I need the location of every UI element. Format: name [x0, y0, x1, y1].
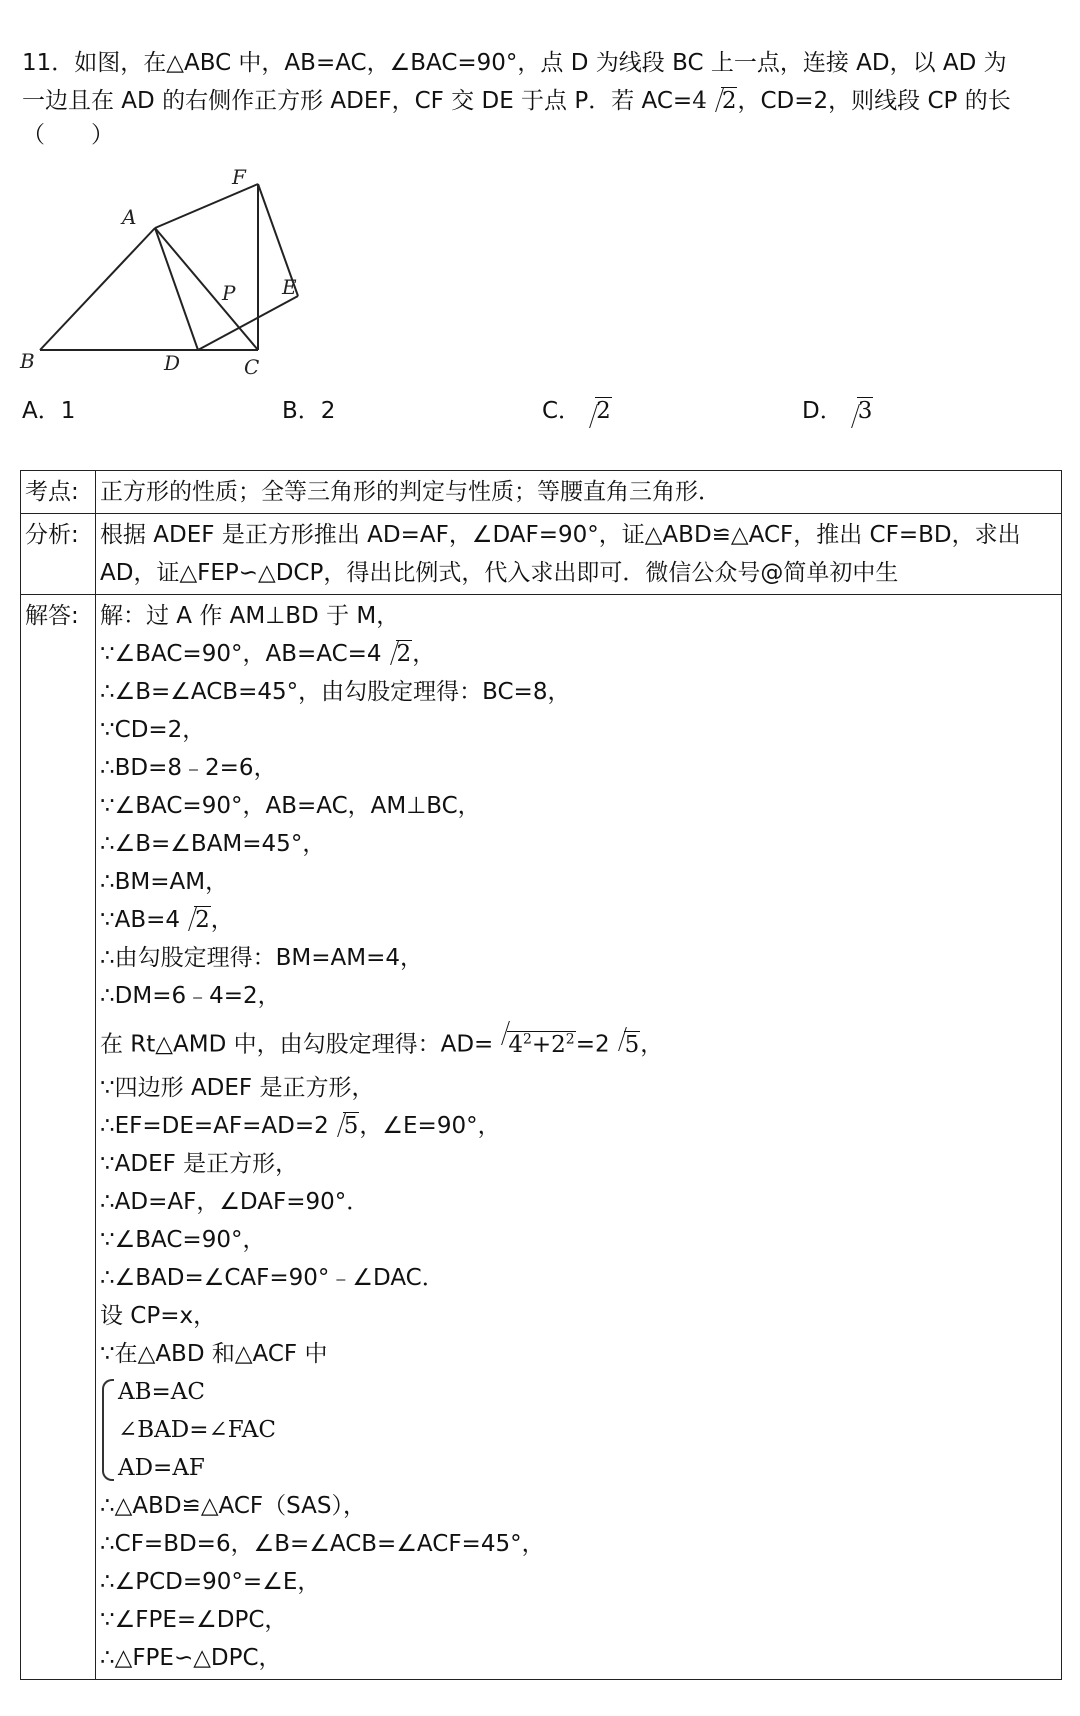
option-d[interactable] — [802, 392, 873, 425]
solution-line: ∴∠PCD=90°=∠E， — [100, 1568, 321, 1595]
solution-radicand: 5 — [624, 1031, 640, 1058]
question-line-2-post: ，CD=2，则线段 CP 的长 — [737, 88, 1011, 114]
solution-line: ∴△FPE∽△DPC， — [100, 1644, 282, 1671]
option-c-radicand: 2 — [596, 398, 611, 424]
equation-row: AD=AF — [118, 1454, 205, 1481]
segment-ab — [40, 228, 155, 350]
solution-line — [100, 635, 1057, 673]
solution-radicand: 2 — [396, 641, 412, 667]
label-d: D — [164, 351, 181, 375]
sqrt-symbol — [707, 82, 738, 120]
question-line-2-pre: 一边且在 AD 的右侧作正方形 ADEF，CF 交 DE 于点 P．若 AC= — [22, 88, 693, 114]
solution-line: ∴∠B=∠BAM=45°， — [100, 831, 326, 857]
solution-line — [100, 1107, 1057, 1145]
solution-line-pre: ∵∠BAC=90°，AB=AC=4 — [100, 641, 382, 667]
question-line-3: （ ） — [22, 122, 114, 148]
solution-line: ∴BM=AM， — [100, 869, 229, 895]
option-b[interactable]: B．2 — [282, 398, 336, 424]
segment-ac — [155, 228, 258, 350]
kaodian-label: 考点: — [21, 471, 96, 514]
solution-line — [100, 1015, 1057, 1069]
answer-options — [22, 392, 1062, 432]
solution-line: ∴AD=AF，∠DAF=90°． — [100, 1188, 370, 1215]
question-line-2 — [22, 82, 1062, 120]
solution-line-mid: =2 — [575, 1031, 610, 1058]
solution-line: 解：过 A 作 AM⊥BD 于 M， — [100, 603, 400, 629]
fenxi-line-1: 根据 ADEF 是正方形推出 AD=AF，∠DAF=90°，证△ABD≌△ACF，推出 CF=BD，求出 — [100, 522, 1021, 548]
radicand-expression — [507, 1031, 575, 1058]
solution-line-post: ，∠E=90°， — [359, 1112, 501, 1139]
solution-table — [20, 470, 1062, 1680]
solution-line-pre: 在 Rt△AMD 中，由勾股定理得：AD= — [100, 1031, 494, 1058]
radicand-term-a: 4 — [508, 1031, 523, 1058]
question-ac-coef: 4 — [692, 88, 707, 114]
segment-de — [198, 296, 298, 350]
solution-line: ∴∠BAD=∠CAF=90°﹣∠DAC． — [100, 1264, 445, 1291]
solution-radicand: 2 — [195, 907, 210, 933]
sqrt-symbol — [610, 1021, 641, 1069]
solution-line — [100, 901, 1057, 939]
jieda-label: 解答: — [21, 595, 96, 1680]
sqrt-symbol — [493, 1015, 575, 1069]
question-line-1: 11．如图，在△ABC 中，AB=AC，∠BAC=90°，点 D 为线段 BC 上一点，连接 AD，以 AD 为 — [22, 50, 1007, 76]
option-c-label: C． — [542, 398, 582, 424]
solution-line: ∴DM=6﹣4=2， — [100, 983, 281, 1009]
solution-line: ∵∠FPE=∠DPC， — [100, 1606, 288, 1633]
label-f: F — [232, 168, 246, 189]
segment-ad — [155, 228, 198, 350]
option-d-radicand: 3 — [857, 398, 873, 424]
solution-line: ∵CD=2， — [100, 717, 206, 743]
solution-line: ∵∠BAC=90°，AB=AC，AM⊥BC， — [100, 793, 481, 819]
radicand-plus: +2 — [531, 1031, 566, 1058]
solution-line: ∴△ABD≌△ACF（SAS）， — [100, 1492, 366, 1519]
sqrt-symbol — [581, 398, 612, 424]
solution-line-post: ， — [210, 907, 234, 933]
label-a: A — [122, 205, 137, 229]
solution-line: ∵四边形 ADEF 是正方形， — [100, 1074, 375, 1101]
kaodian-text: 正方形的性质；全等三角形的判定与性质；等腰直角三角形． — [100, 479, 721, 505]
sqrt-symbol — [180, 901, 211, 939]
solution-line: ∴BD=8﹣2=6， — [100, 755, 277, 781]
sqrt-symbol — [843, 398, 874, 424]
left-brace — [102, 1379, 114, 1481]
geometry-figure — [18, 168, 338, 388]
fenxi-label: 分析: — [21, 514, 96, 595]
solution-line-pre: ∴EF=DE=AF=AD=2 — [100, 1112, 329, 1139]
option-d-label: D． — [802, 398, 843, 424]
equation-row: ∠BAD=∠FAC — [118, 1416, 276, 1443]
jieda-row — [21, 595, 1062, 1680]
equation-system — [100, 1373, 1057, 1487]
fenxi-line-2: AD，证△FEP∽△DCP，得出比例式，代入求出即可．微信公众号@简单初中生 — [100, 560, 899, 586]
option-c[interactable] — [542, 392, 612, 425]
jieda-content — [96, 595, 1062, 1680]
solution-radicand: 5 — [343, 1112, 359, 1139]
sqrt-symbol — [382, 635, 413, 673]
exponent-b: 2 — [565, 1031, 575, 1047]
question-ac-radicand: 2 — [721, 88, 737, 114]
equation-rows — [118, 1373, 276, 1487]
label-c: C — [244, 355, 260, 379]
kaodian-row — [21, 471, 1062, 514]
solution-line: ∴∠B=∠ACB=45°，由勾股定理得：BC=8， — [100, 679, 571, 705]
solution-line: 设 CP=x， — [100, 1302, 217, 1329]
fenxi-content — [96, 514, 1062, 595]
label-p: P — [222, 281, 236, 305]
solution-line: ∵ADEF 是正方形， — [100, 1150, 299, 1177]
label-e: E — [282, 275, 297, 299]
label-b: B — [20, 349, 35, 373]
kaodian-content — [96, 471, 1062, 514]
solution-line: ∴由勾股定理得：BM=AM=4， — [100, 945, 424, 971]
solution-line: ∴CF=BD=6，∠B=∠ACB=∠ACF=45°， — [100, 1530, 545, 1557]
solution-line-post: ， — [640, 1031, 664, 1058]
solution-line-post: ， — [412, 641, 436, 667]
solution-line-pre: ∵AB=4 — [100, 907, 181, 933]
equation-row: AB=AC — [118, 1378, 205, 1405]
solution-line: ∵∠BAC=90°， — [100, 1226, 266, 1253]
fenxi-row — [21, 514, 1062, 595]
segment-af — [155, 184, 258, 228]
option-a[interactable]: A．1 — [22, 398, 76, 424]
exponent-a: 2 — [522, 1031, 532, 1047]
sqrt-symbol — [329, 1107, 360, 1145]
solution-line: ∵在△ABD 和△ACF 中 — [100, 1340, 328, 1367]
